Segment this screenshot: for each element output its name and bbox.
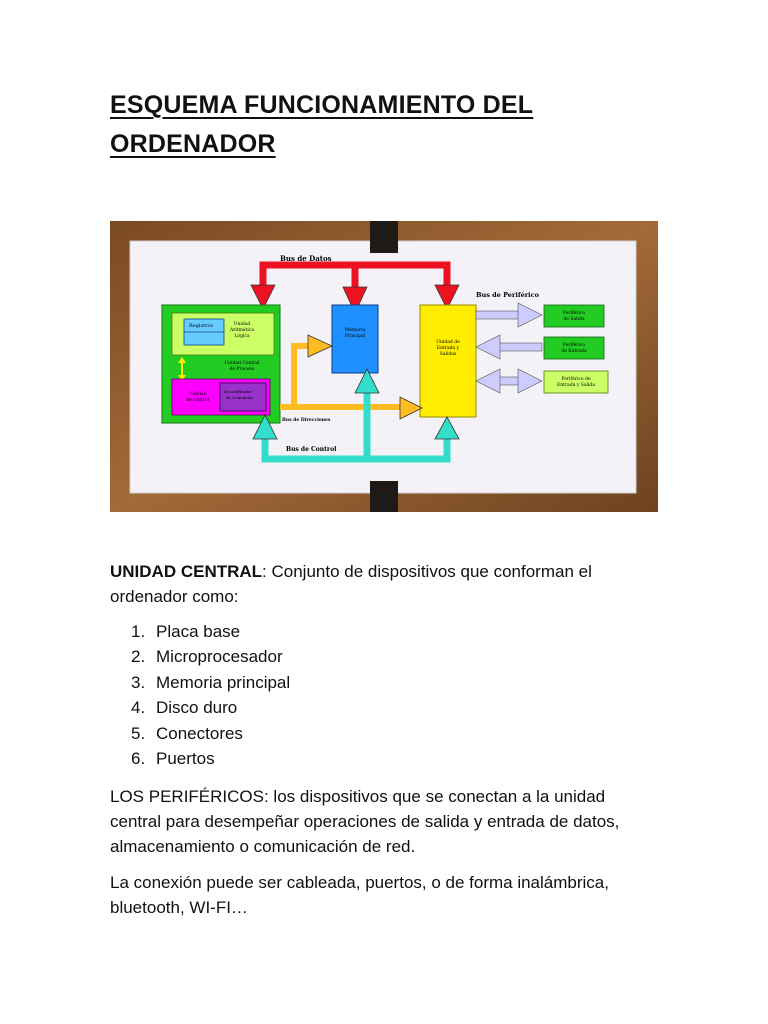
per-es-label-1: Periférico de <box>561 377 591 382</box>
alu-label-1: Unidad <box>233 322 251 327</box>
per-entrada-label-1: Periférico <box>562 343 586 348</box>
uc-label-1: Unidad <box>190 392 207 397</box>
unidad-central-definition: : Conjunto de dispositivos que conforman el ordenador como: <box>110 562 592 606</box>
list-item-text: Placa base <box>156 622 241 641</box>
ues-label-2: Entrada y <box>436 346 460 351</box>
board-clip-bottom <box>370 481 398 512</box>
periferico-salida-block <box>544 305 604 327</box>
list-item-text: Puertos <box>156 749 215 769</box>
periferico-entrada-block <box>544 337 604 359</box>
uc-label-2: de control <box>186 398 210 403</box>
alu-label-2: Aritmética <box>229 328 255 333</box>
bus-periferico-label: Bus de Periférico <box>476 291 539 299</box>
computer-diagram-figure <box>110 221 658 512</box>
list-item-number: 4. <box>131 698 146 718</box>
list-item-number: 3. <box>131 672 146 692</box>
bus-direcciones-label: Bus de Direcciones <box>282 418 331 423</box>
list-item-text: Memoria principal <box>156 672 291 692</box>
decoder-label-1: Decodificador <box>224 389 253 394</box>
bus-control-label: Bus de Control <box>286 446 337 453</box>
unidad-central-term: UNIDAD CENTRAL <box>110 562 263 581</box>
board-clip-top <box>370 221 398 253</box>
list-item-text: Conectores <box>156 723 243 743</box>
alu-label-3: Lógica <box>234 334 250 339</box>
list-item-number: 2. <box>131 647 146 667</box>
per-es-label-2: Entrada y Salida <box>557 383 595 388</box>
periferico-entrada-salida-block <box>544 371 608 393</box>
conexion-paragraph: La conexión puede ser cableada, puertos, o de forma inalámbrica, bluetooth, WI-FI… <box>110 873 609 917</box>
memoria-block <box>332 305 378 373</box>
list-item <box>110 670 290 695</box>
ues-label-1: Unidad de <box>436 340 460 345</box>
ucp-label-1: Unidad Central <box>224 361 260 366</box>
registros-label: Registros <box>189 323 214 329</box>
list-item-text: Disco duro <box>156 698 238 718</box>
list-item-number: 6. <box>131 749 146 769</box>
ucp-label-2: de Proceso <box>229 367 255 372</box>
list-item <box>110 746 290 771</box>
list-item <box>110 721 290 746</box>
page-title: ESQUEMA FUNCIONAMIENTO DEL ORDENADOR <box>110 91 534 158</box>
unidad-central-paragraph <box>110 559 650 609</box>
perifericos-paragraph: LOS PERIFÉRICOS: los dispositivos que se conectan a la unidad central para desempeñar operaciones de salida y entrada de datos, almacenamiento o comunicación de red. <box>110 787 620 856</box>
entrada-salida-block <box>420 305 476 417</box>
computer-diagram <box>110 221 658 512</box>
decoder-label-2: de Comandos <box>226 395 254 400</box>
list-item-number: 1. <box>131 622 146 641</box>
bus-periferico-arrows <box>476 303 542 393</box>
list-item <box>110 695 290 720</box>
per-salida-label-2: de Salida <box>563 317 585 322</box>
memoria-label-2: Principal <box>344 334 366 339</box>
per-salida-label-1: Periférico <box>562 311 586 316</box>
devices-list <box>110 619 290 771</box>
list-item-text: Microprocesador <box>156 647 283 667</box>
list-item <box>110 644 290 669</box>
per-entrada-label-2: de Entrada <box>561 349 587 354</box>
bus-datos-label: Bus de Datos <box>280 254 332 263</box>
list-item <box>110 619 290 644</box>
list-item-number: 5. <box>131 723 146 743</box>
ues-label-3: Salidas <box>439 352 457 357</box>
memoria-label-1: Memoria <box>344 328 366 333</box>
